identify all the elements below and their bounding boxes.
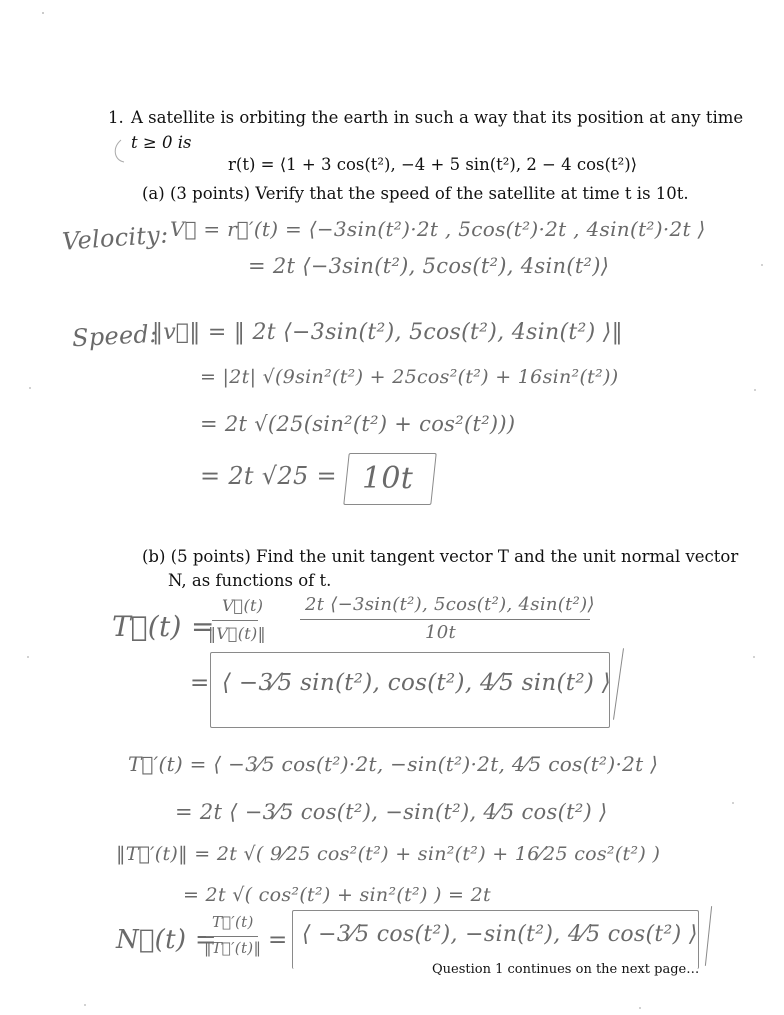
speed-answer: 10t (362, 461, 414, 496)
position-equation: r(t) = ⟨1 + 3 cos(t²), −4 + 5 sin(t²), 2 − 4 cos(t²)⟩ (228, 155, 638, 174)
part-b-prompt-line2: N, as functions of t. (168, 571, 332, 590)
problem-intro-line1: A satellite is orbiting the earth in such a way that its position at any time (131, 108, 744, 127)
T-def-frac-den: ‖V⃗(t)‖ (208, 624, 266, 643)
norm-line1: ‖T⃗′(t)‖ = 2t √( 9⁄25 cos²(t²) + sin²(t²) + 16⁄25 cos²(t²) ) (116, 843, 661, 865)
velocity-label: Velocity: (61, 220, 170, 256)
Tprime-line1: T⃗′(t) = ⟨ −3⁄5 cos(t²)·2t, −sin(t²)·2t, 4⁄5 cos(t²)·2t ⟩ (128, 752, 659, 776)
N-frac-den: ‖T⃗′(t)‖ (204, 939, 262, 957)
T-def-frac-bar (212, 620, 258, 621)
velocity-line1: V⃗ = r⃗′(t) = ⟨−3sin(t²)·2t , 5cos(t²)·2t , 4sin(t²)·2t ⟩ (170, 217, 706, 241)
T-def-lhs: T⃗(t) = (112, 610, 215, 643)
N-lhs: N⃗(t) = (116, 925, 217, 955)
part-a-prompt: (a) (3 points) Verify that the speed of the satellite at time t is 10t. (142, 184, 689, 203)
speed-line4: = 2t √25 = (200, 462, 337, 490)
T-def-frac-num: V⃗(t) (222, 596, 264, 615)
speed-line2: = |2t| √(9sin²(t²) + 25cos²(t²) + 16sin²(t²)) (200, 366, 619, 388)
problem-number: 1. (108, 108, 124, 127)
T-answer-eq-sign: = (190, 670, 210, 696)
speed-line3: = 2t √(25(sin²(t²) + cos²(t²))) (200, 412, 516, 436)
N-frac-bar (206, 936, 258, 937)
velocity-line2: = 2t ⟨−3sin(t²), 5cos(t²), 4sin(t²)⟩ (248, 254, 610, 278)
part-b-prompt-line1: (b) (5 points) Find the unit tangent vector T and the unit normal vector (142, 547, 739, 566)
N-answer: ⟨ −3⁄5 cos(t²), −sin(t²), 4⁄5 cos(t²) ⟩ (302, 922, 698, 947)
N-frac-num: T⃗′(t) (212, 913, 254, 931)
T-def-rhs-den: 10t (425, 622, 457, 643)
T-def-rhs-bar (300, 619, 590, 620)
T-answer: ⟨ −3⁄5 sin(t²), cos(t²), 4⁄5 sin(t²) ⟩ (222, 670, 612, 696)
continues-note: Question 1 continues on the next page… (432, 962, 700, 977)
N-answer-eq-sign: = (268, 927, 288, 953)
norm-line2: = 2t √( cos²(t²) + sin²(t²) ) = 2t (183, 884, 491, 906)
T-def-rhs-num: 2t ⟨−3sin(t²), 5cos(t²), 4sin(t²)⟩ (305, 594, 595, 615)
speed-line1: ‖v⃗‖ = ‖ 2t ⟨−3sin(t²), 5cos(t²), 4sin(t²) ⟩‖ (152, 320, 623, 345)
Tprime-line2: = 2t ⟨ −3⁄5 cos(t²), −sin(t²), 4⁄5 cos(t²) ⟩ (175, 800, 608, 824)
problem-intro-line2: t ≥ 0 is (131, 133, 192, 152)
speed-label: Speed: (71, 319, 159, 353)
